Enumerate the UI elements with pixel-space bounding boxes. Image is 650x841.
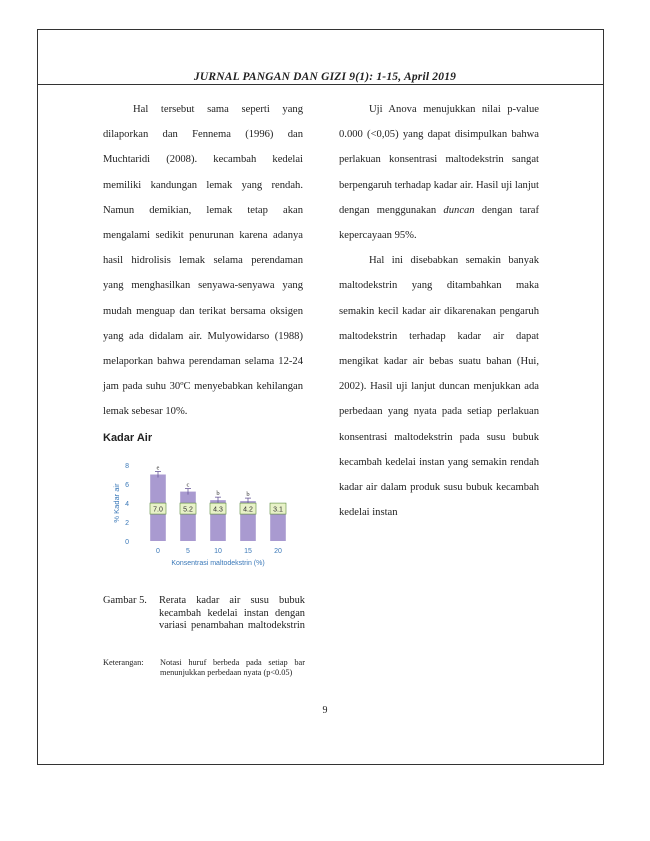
right-column: [339, 97, 539, 525]
x-tick-label: 5: [186, 548, 190, 555]
note-label: Keterangan:: [103, 658, 144, 667]
y-tick-label: 6: [125, 482, 129, 489]
header-rule: [37, 84, 604, 85]
data-label: 4.3: [213, 506, 223, 514]
moisture-bar-chart: [103, 455, 303, 573]
significance-letter: b: [246, 491, 250, 499]
significance-letter: b: [216, 490, 220, 498]
caption-text: Rerata kadar air susu bubuk kecambah kedelai instan dengan variasi penambahan maltodekstrin: [159, 595, 305, 631]
right-p1-text: Uji Anova menujukkan nilai p-value 0.000 (<0,05) yang dapat disimpulkan bahwa perlakuan konsentrasi maltodekstrin sangat berpengaruh terhadap kadar air. Hasil uji lanjut dengan menggunakan: [339, 104, 539, 216]
x-axis-label: Konsentrasi maltodekstrin (%): [171, 560, 265, 567]
data-label: 3.1: [273, 506, 283, 514]
left-column: [103, 97, 303, 425]
caption-label: Gambar 5.: [103, 595, 147, 606]
significance-letter: e: [156, 464, 160, 472]
journal-header: JURNAL PANGAN DAN GIZI 9(1): 1-15, April 2019: [193, 71, 457, 83]
page-number: 9: [322, 705, 328, 716]
right-paragraph-1: [339, 97, 539, 248]
significance-letter: c: [186, 481, 190, 489]
bar: [270, 512, 286, 541]
x-tick-label: 10: [214, 548, 222, 555]
y-tick-label: 8: [125, 463, 129, 470]
right-p1-tail: dengan taraf kepercayaan 95%.: [339, 204, 539, 242]
data-label: 5.2: [183, 506, 193, 514]
y-tick-label: 4: [125, 501, 129, 508]
y-axis-label: % Kadar air: [112, 483, 121, 523]
right-paragraph-2: Hal ini disebabkan semakin banyak maltodekstrin yang ditambahkan maka semakin kecil kadar air dikarenakan pengaruh maltodekstrin terhadap kadar air dapat mengikat kadar air bebas suatu bahan (Hui, 2002). Hasil uji lanjut duncan menjukkan ada perbedaan yang nyata pada setiap perlakuan konsentrasi maltodekstrin pada susu bubuk kecambah kedelai instan yang semakin rendah kadar air dalam produk susu bubuk kecambah kedelai instan: [339, 255, 539, 519]
bar: [180, 492, 196, 541]
data-label: 7.0: [153, 506, 163, 514]
data-label: 4.2: [243, 506, 253, 514]
x-tick-label: 20: [274, 548, 282, 555]
section-title: Kadar Air: [103, 432, 153, 444]
x-tick-label: 0: [156, 548, 160, 555]
note-text: Notasi huruf berbeda pada setiap bar menunjukkan perbedaan nyata (p<0.05): [160, 658, 305, 677]
x-tick-label: 15: [244, 548, 252, 555]
y-tick-label: 2: [125, 520, 129, 527]
left-paragraph: Hal tersebut sama seperti yang dilaporkan dan Fennema (1996) dan Muchtaridi (2008). kecambah kedelai memiliki kandungan lemak yang rendah. Namun demikian, lemak tetap akan mengalami sedikit penurunan karena adanya hasil hidrolisis lemak selama perendaman yang menghasilkan senyawa-senyawa yang mudah menguap dan terikat bersama oksigen yang ada didalam air. Mulyowidarso (1988) melaporkan bahwa perendaman selama 12-24 jam pada suhu 30ºC menyebabkan kehilangan lemak sebesar 10%.: [103, 104, 303, 418]
y-tick-label: 0: [125, 539, 129, 546]
duncan-italic: duncan: [443, 204, 475, 216]
